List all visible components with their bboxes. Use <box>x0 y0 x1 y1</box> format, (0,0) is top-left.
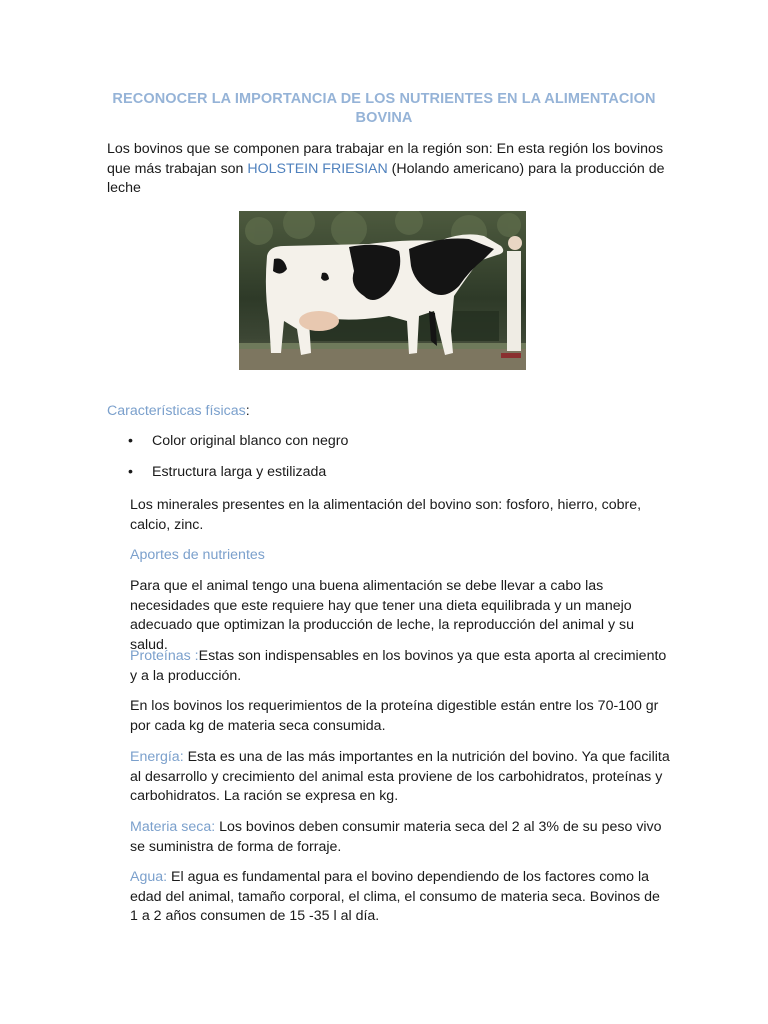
materia-seca-label: Materia seca: <box>130 819 216 835</box>
energia-text: Esta es una de las más importantes en la nutrición del bovino. Ya que facilita al desarrollo y crecimiento del animal esta proviene de los carbohidratos, proteínas y carbohidratos. La ración se expresa en kg. <box>130 749 670 804</box>
proteinas-label: Proteínas : <box>130 648 199 664</box>
energia-label: Energía: <box>130 749 184 765</box>
cow-photo-icon <box>239 211 526 370</box>
agua-paragraph <box>130 868 670 927</box>
aportes-heading: Aportes de nutrientes <box>130 547 265 563</box>
caracteristicas-heading <box>107 402 250 422</box>
list-item <box>128 432 648 463</box>
bullet-icon: • <box>128 433 133 449</box>
breed-highlight: HOLSTEIN FRIESIAN <box>247 160 388 177</box>
list-item <box>128 463 648 494</box>
aportes-paragraph: Para que el animal tengo una buena alimentación se debe llevar a cabo las necesidades que este requiere hay que tener una dieta equilibrada y un manejo adecuado que optimizan la producción de leche, la reproducción del animal y su salud. <box>130 578 634 653</box>
list-item-text: Color original blanco con negro <box>152 433 349 449</box>
list-item-text: Estructura larga y estilizada <box>152 464 327 480</box>
bullet-icon: • <box>128 464 133 480</box>
proteinas-paragraph <box>130 647 670 686</box>
intro-paragraph <box>107 140 667 199</box>
page-title: RECONOCER LA IMPORTANCIA DE LOS NUTRIENTES EN LA ALIMENTACION BOVINA <box>112 91 656 126</box>
proteinas-text: Estas son indispensables en los bovinos ya que esta aporta al crecimiento y a la producción. <box>130 648 667 684</box>
agua-label: Agua: <box>130 869 168 885</box>
agua-text: El agua es fundamental para el bovino dependiendo de los factores como la edad del animal, tamaño corporal, el clima, el consumo de materia seca. Bovinos de 1 a 2 años consumen de 15 -35 l al día. <box>130 869 660 924</box>
caracteristicas-label: Características físicas <box>107 403 246 419</box>
minerals-paragraph: Los minerales presentes en la alimentación del bovino son: fosforo, hierro, cobre, calcio, zinc. <box>130 497 642 533</box>
energia-paragraph <box>130 748 670 807</box>
caracteristicas-colon: : <box>245 403 250 419</box>
intro-text-before: Los bovinos que se componen para trabajar en la región son: En esta región los bovinos que más trabajan son <box>107 141 664 177</box>
materia-seca-text: Los bovinos deben consumir materia seca del 2 al 3% de su peso vivo se suministra de forma de forraje. <box>130 819 662 855</box>
materia-seca-paragraph <box>130 818 670 857</box>
requerimientos-paragraph: En los bovinos los requerimientos de la proteína digestible están entre los 70-100 gr por cada kg de materia seca consumida. <box>130 698 659 734</box>
intro-text-after: (Holando americano) para la producción de leche <box>107 160 665 196</box>
caracteristicas-list <box>128 432 648 494</box>
